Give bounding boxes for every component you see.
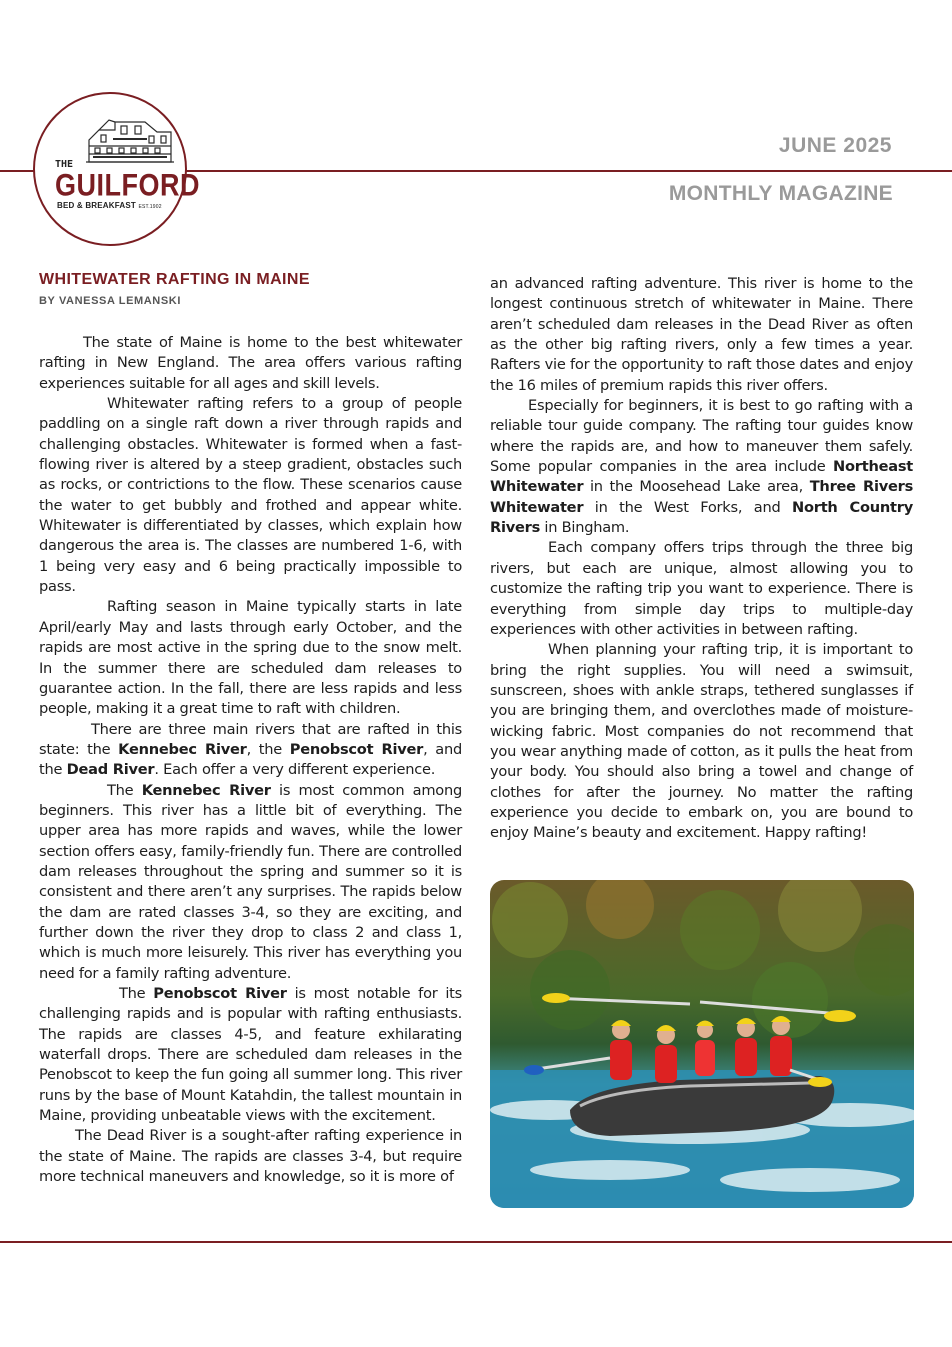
paragraph <box>490 396 913 538</box>
article-left-column <box>39 333 462 1187</box>
bold-river-name: Dead River <box>66 761 155 779</box>
bold-river-name: Penobscot River <box>153 985 287 1002</box>
text-run: in the West Forks, and <box>583 498 793 516</box>
text-run: . Each offer a very different experience. <box>154 761 436 779</box>
bold-river-name: Penobscot River <box>289 740 424 758</box>
paragraph: When planning your rafting trip, it is important to bring the right supplies. You will need a swimsuit, sunscreen, shoes with ankle straps, tethered sunglasses if you are bringing them, and overclothes made of moisture-wicking fabric. Most companies do not recommend that you wear anything made of cotton, as it pulls the heat from your body. You should also bring a towel and change of clothes for after the journey. No matter the rafting experience you decide to embark on, you are bound to enjoy Maine’s beauty and excitement. Happy rafting! <box>490 641 913 842</box>
text-run: in Bingham. <box>540 519 630 537</box>
paragraph: Rafting season in Maine typically starts in late April/early May and lasts through early October, and the rapids are most active in the spring due to the snow melt. In the summer there are scheduled dam releases to guarantee action. In the fall, there are less rapids and less people, making it a great time to raft with children. <box>39 598 462 718</box>
guilford-logo <box>33 92 200 246</box>
text-run: , and the <box>39 740 462 779</box>
text-run: The <box>107 781 142 799</box>
bold-company-name: Three Rivers Whitewater <box>490 478 914 516</box>
article-title: WHITEWATER RAFTING IN MAINE <box>39 271 310 288</box>
text-run: in the Moosehead Lake area, <box>583 478 810 496</box>
text-run: is most notable for its challenging rapids and is popular with rafting enthusiasts. The rapids are classes 4-5, and feature exhilarating waterfall drops. There are scheduled dam releases in the Penobscot to keep the fun going all summer long. This river runs by the base of Mount Katahdin, the tallest mountain in Maine, providing unbeatable views with the excitement. <box>39 985 462 1125</box>
bold-river-name: Kennebec River <box>141 781 271 799</box>
paragraph <box>39 984 462 1126</box>
bold-river-name: Kennebec River <box>118 740 247 758</box>
paragraph: Each company offers trips through the three big rivers, but each are unique, almost allowing you to customize the rafting trip you want to experience. There is everything from simple day trips to multiple-day experiences with other activities in between rafting. <box>490 539 913 638</box>
footer-rule <box>0 1241 952 1243</box>
paragraph: The state of Maine is home to the best whitewater rafting in New England. The area offers various rafting experiences suitable for all ages and skill levels. <box>39 334 462 392</box>
text-run: is most common among beginners. This river has a little bit of everything. The upper area has more rapids and waves, while the lower section offers easy, family-friendly fun. There are controlled dam releases throughout the spring and summer so it is consistent and there aren’t any surprises. The rapids below the dam are rated classes 3-4, so they are exciting, and further down the river they drop to class 2 and class 1, which is much more leisurely. This river has everything you need for a family rafting adventure. <box>39 781 462 982</box>
issue-date: JUNE 2025 <box>778 134 892 157</box>
bold-company-name: Northeast Whitewater <box>490 458 913 496</box>
paragraph: an advanced rafting adventure. This river is home to the longest continuous stretch of whitewater in Maine. There aren’t scheduled dam releases in the Dead River as often as the other big rafting rivers, only a few times a year. Rafters vie for the opportunity to raft those dates and enjoy the 16 miles of premium rapids this river offers. <box>490 275 913 394</box>
rafting-photo <box>490 880 914 1208</box>
logo-subtitle <box>57 201 162 210</box>
logo-name: GUILFORD <box>55 168 200 203</box>
paragraph: The Dead River is a sought-after rafting experience in the state of Maine. The rapids are classes 3-4, but require more technical maneuvers and knowledge, so it is more of <box>39 1127 462 1186</box>
article-byline: BY VANESSA LEMANSKI <box>39 295 181 307</box>
text-run: There are three main rivers that are rafted in this state: the <box>39 720 462 758</box>
bold-company-name: North Country Rivers <box>490 498 913 537</box>
text-run: , the <box>246 740 290 758</box>
issue-type: MONTHLY MAGAZINE <box>668 182 893 205</box>
house-icon <box>85 116 175 166</box>
text-run: Especially for beginners, it is best to go rafting with a reliable tour guide company. The rafting tour guides know where the rapids are, and how to maneuver them safely. Some popular companies in the area include <box>490 397 913 476</box>
article-right-column <box>490 274 913 844</box>
paragraph: Whitewater rafting refers to a group of people paddling on a single raft down a river through rapids and challenging obstacles. Whitewater is formed when a fast-flowing river is altered by a steep gradient, obstacles such as rocks, or contrictions to the flow. These scenarios cause the water to get bubbly and frothed and appear white. Whitewater is differentiated by classes, which explain how dangerous the area is. The classes are numbered 1-6, with 1 being very easy and 6 being practically impossible to pass. <box>39 395 462 596</box>
text-run: The <box>119 985 154 1002</box>
paragraph <box>39 781 462 984</box>
logo-sub-text: BED & BREAKFAST <box>57 201 137 210</box>
logo-est: EST.1902 <box>138 204 162 210</box>
paragraph <box>39 720 462 781</box>
logo-the: THE <box>55 159 74 170</box>
